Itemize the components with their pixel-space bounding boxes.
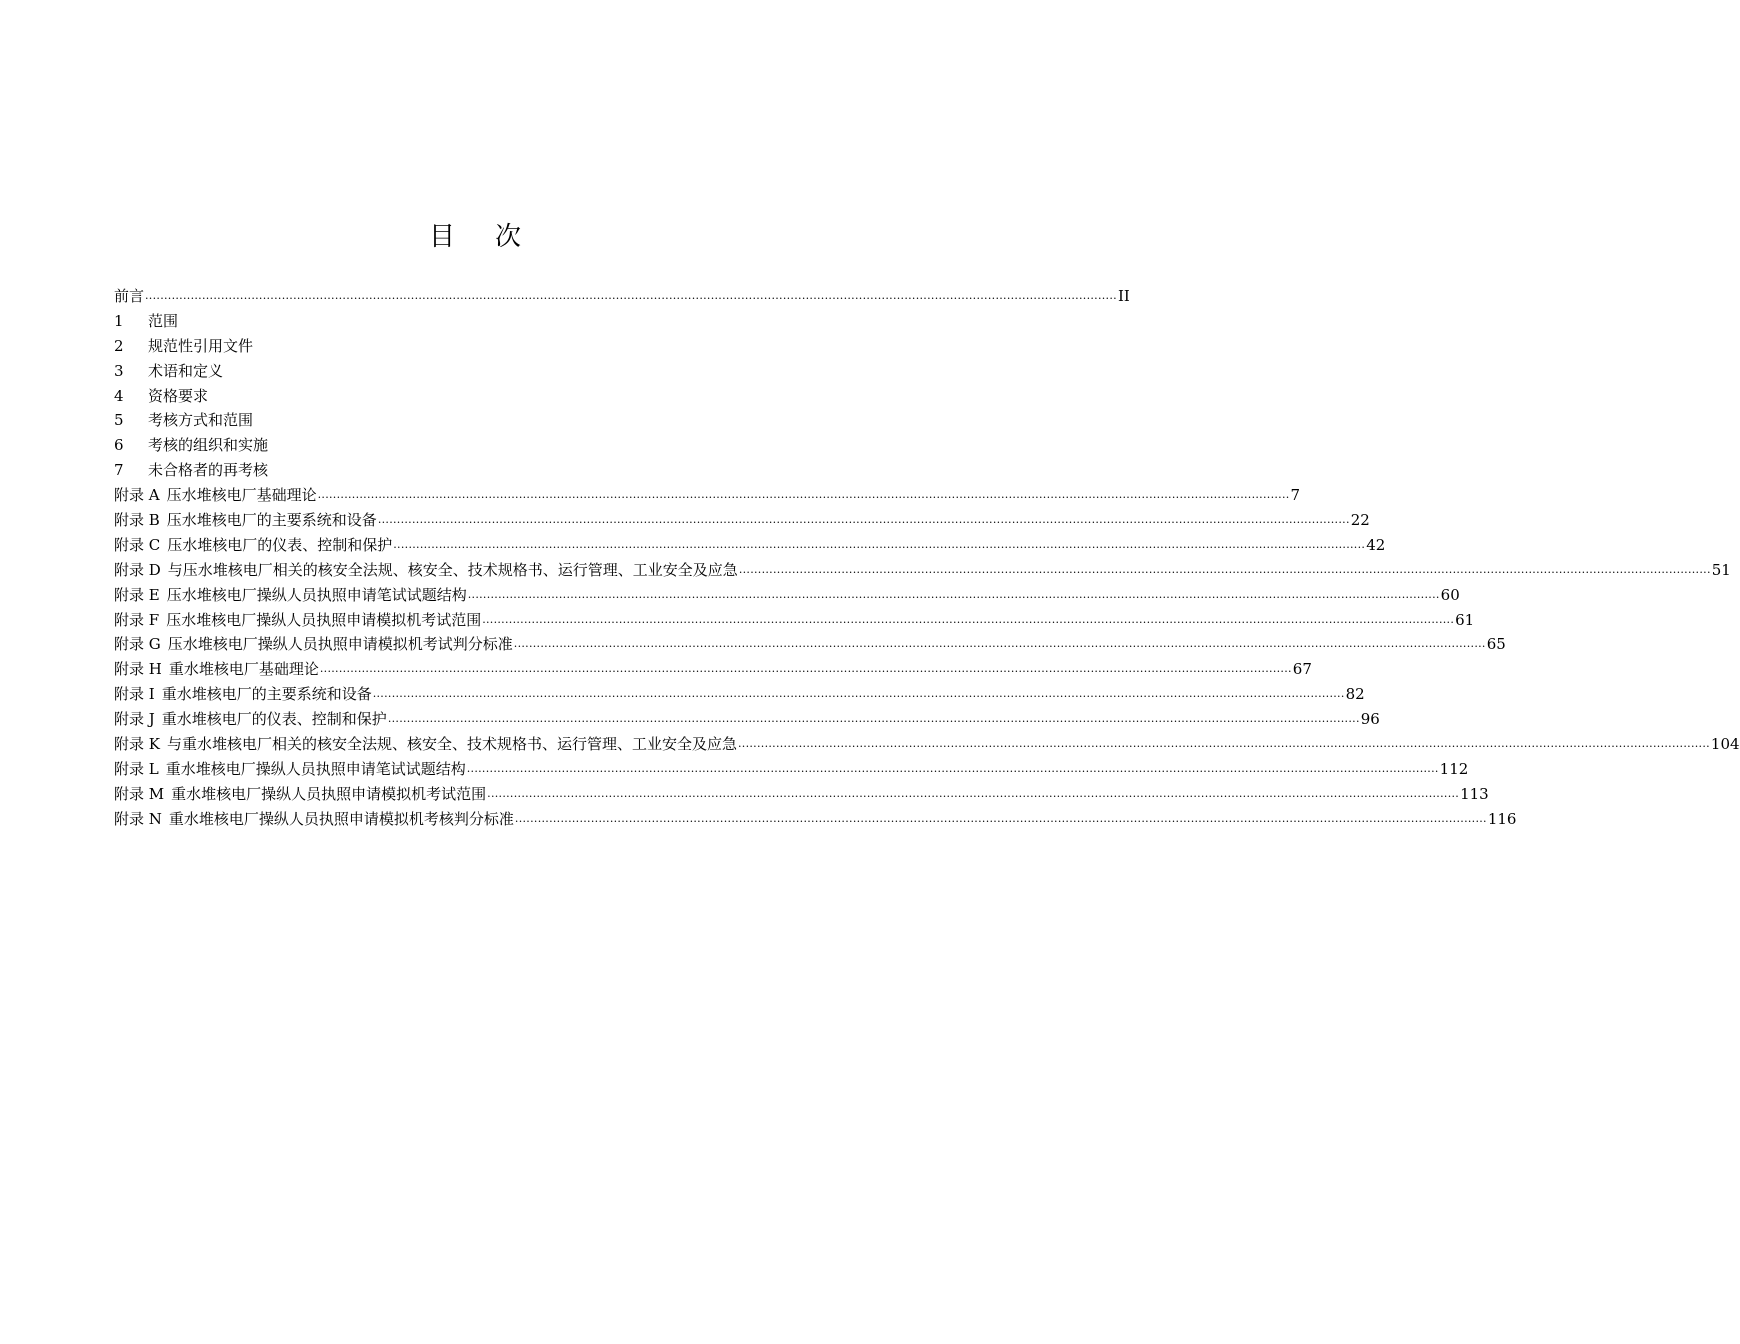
appendix-prefix: 附录 B (114, 511, 160, 529)
chapter-title: 术语和定义 (148, 361, 224, 380)
dot-leader: ................................................................................................................................................................................................................................................................ (738, 562, 1711, 576)
dot-leader: ................................................................................................................................................................................................................................................................ (467, 587, 1440, 601)
toc-entry-page: 60 (1440, 585, 1460, 604)
toc-entry-page: 82 (1345, 685, 1365, 704)
toc-entry-appendix[interactable] (114, 608, 1475, 633)
toc-entry-chapter[interactable] (114, 334, 860, 359)
appendix-title: 重水堆核电厂的主要系统和设备 (161, 685, 372, 704)
dot-leader: ................................................................................................................................................................................................................................................................ (387, 712, 1360, 726)
appendix-prefix: 附录 C (114, 535, 161, 554)
chapter-number: 3 (114, 361, 124, 380)
toc-entry-page: 61 (1455, 610, 1475, 629)
appendix-prefix: 附录 A (114, 486, 160, 505)
toc-entry-page: 51 (1711, 560, 1731, 579)
appendix-title: 压水堆核电厂基础理论 (166, 486, 317, 505)
dot-leader: ................................................................................................................................................................................................................................................................ (377, 513, 1350, 526)
appendix-prefix: 附录 D (114, 560, 161, 579)
appendix-title: 压水堆核电厂操纵人员执照申请笔试试题结构 (166, 585, 467, 604)
toc-entry-appendix[interactable] (114, 508, 1370, 533)
chapter-title: 未合格者的再考核 (148, 461, 269, 480)
dot-leader: ................................................................................................................................................................................................................................................................ (317, 488, 1290, 502)
toc-entry-page: 7 (1290, 486, 1301, 505)
appendix-prefix: 附录 F (114, 610, 160, 629)
toc-entry-page: 112 (1439, 759, 1469, 778)
toc-title-char-1: 目 (428, 222, 455, 252)
dot-leader: ................................................................................................................................................................................................................................................................ (514, 811, 1487, 825)
chapter-number: 2 (114, 336, 124, 355)
dot-leader: ................................................................................................................................................................................................................................................................ (372, 687, 1345, 701)
appendix-title: 重水堆核电厂操纵人员执照申请模拟机考试范围 (171, 784, 487, 803)
appendix-title: 压水堆核电厂操纵人员执照申请模拟机考试范围 (166, 610, 482, 629)
dot-leader: ................................................................................................................................................................................................................................................................ (319, 662, 1292, 676)
appendix-title: 重水堆核电厂的仪表、控制和保护 (161, 710, 387, 729)
chapter-title: 考核方式和范围 (148, 411, 254, 430)
toc-entry-label: 前言 (114, 286, 145, 305)
dot-leader: ................................................................................................................................................................................................................................................................ (393, 537, 1366, 551)
toc-entry-appendix[interactable] (114, 757, 1469, 782)
appendix-prefix: 附录 M (114, 784, 165, 803)
toc-entry-appendix[interactable] (114, 807, 1517, 832)
appendix-title: 重水堆核电厂操纵人员执照申请模拟机考核判分标准 (168, 809, 514, 828)
toc-entry-appendix[interactable] (114, 483, 1301, 508)
toc-entry-appendix[interactable] (114, 782, 1489, 807)
toc-entry-chapter[interactable] (114, 359, 860, 384)
chapter-number: 7 (114, 461, 124, 480)
appendix-title: 重水堆核电厂操纵人员执照申请笔试试题结构 (165, 759, 466, 778)
appendix-title: 压水堆核电厂的仪表、控制和保护 (167, 535, 393, 554)
chapter-number: 5 (114, 411, 124, 430)
toc-title (0, 216, 950, 253)
appendix-prefix: 附录 H (114, 660, 162, 679)
appendix-prefix: 附录 G (114, 635, 161, 654)
toc-entry-chapter[interactable] (114, 408, 860, 433)
dot-leader: ................................................................................................................................................................................................................................................................ (738, 737, 1710, 751)
chapter-title: 范围 (148, 311, 179, 330)
appendix-prefix: 附录 L (114, 759, 159, 778)
table-of-contents (114, 284, 1740, 832)
appendix-title: 与重水堆核电厂相关的核安全法规、核安全、技术规格书、运行管理、工业安全及应急 (166, 735, 737, 754)
dot-leader: ................................................................................................................................................................................................................................................................ (466, 761, 1439, 775)
toc-entry-page: 116 (1487, 809, 1517, 828)
toc-entry-foreword[interactable] (114, 284, 1130, 309)
chapter-number: 1 (114, 311, 124, 330)
appendix-title: 压水堆核电厂操纵人员执照申请模拟机考试判分标准 (167, 635, 513, 654)
toc-entry-chapter[interactable] (114, 433, 860, 458)
appendix-prefix: 附录 I (114, 685, 155, 704)
chapter-number: 6 (114, 436, 124, 455)
toc-title-char-2: 次 (495, 222, 522, 252)
chapter-title: 考核的组织和实施 (148, 436, 269, 455)
toc-entry-appendix[interactable] (114, 583, 1460, 608)
toc-entry-page: 113 (1460, 784, 1489, 803)
toc-entry-appendix[interactable] (114, 732, 1740, 757)
chapter-title: 资格要求 (148, 386, 209, 405)
toc-entry-appendix[interactable] (114, 558, 1731, 583)
toc-entry-page: 65 (1486, 635, 1506, 654)
dot-leader: ................................................................................................................................................................................................................................................................ (145, 288, 1117, 302)
toc-entry-page: 104 (1710, 735, 1740, 754)
appendix-title: 压水堆核电厂的主要系统和设备 (166, 511, 377, 529)
toc-entry-chapter[interactable] (114, 309, 860, 334)
toc-entry-chapter[interactable] (114, 384, 860, 409)
appendix-prefix: 附录 K (114, 735, 160, 754)
toc-entry-page: 22 (1350, 511, 1370, 529)
appendix-title: 重水堆核电厂基础理论 (168, 660, 319, 679)
toc-entry-chapter[interactable] (114, 458, 860, 483)
toc-entry-appendix[interactable] (114, 707, 1380, 732)
appendix-prefix: 附录 E (114, 585, 160, 604)
dot-leader: ................................................................................................................................................................................................................................................................ (513, 637, 1486, 651)
dot-leader: ................................................................................................................................................................................................................................................................ (487, 786, 1460, 800)
toc-entry-appendix[interactable] (114, 682, 1365, 707)
toc-entry-appendix[interactable] (114, 657, 1312, 682)
chapter-number: 4 (114, 386, 124, 405)
toc-entry-appendix[interactable] (114, 632, 1506, 657)
toc-entry-page: 96 (1360, 710, 1380, 729)
toc-entry-appendix[interactable] (114, 533, 1386, 558)
dot-leader: ................................................................................................................................................................................................................................................................ (482, 612, 1455, 626)
toc-entry-page: 42 (1366, 535, 1386, 554)
appendix-title: 与压水堆核电厂相关的核安全法规、核安全、技术规格书、运行管理、工业安全及应急 (167, 560, 738, 579)
chapter-title: 规范性引用文件 (148, 336, 254, 355)
appendix-prefix: 附录 J (114, 710, 155, 729)
toc-entry-page: 67 (1292, 660, 1312, 679)
appendix-prefix: 附录 N (114, 809, 162, 828)
toc-entry-page: II (1117, 286, 1130, 305)
